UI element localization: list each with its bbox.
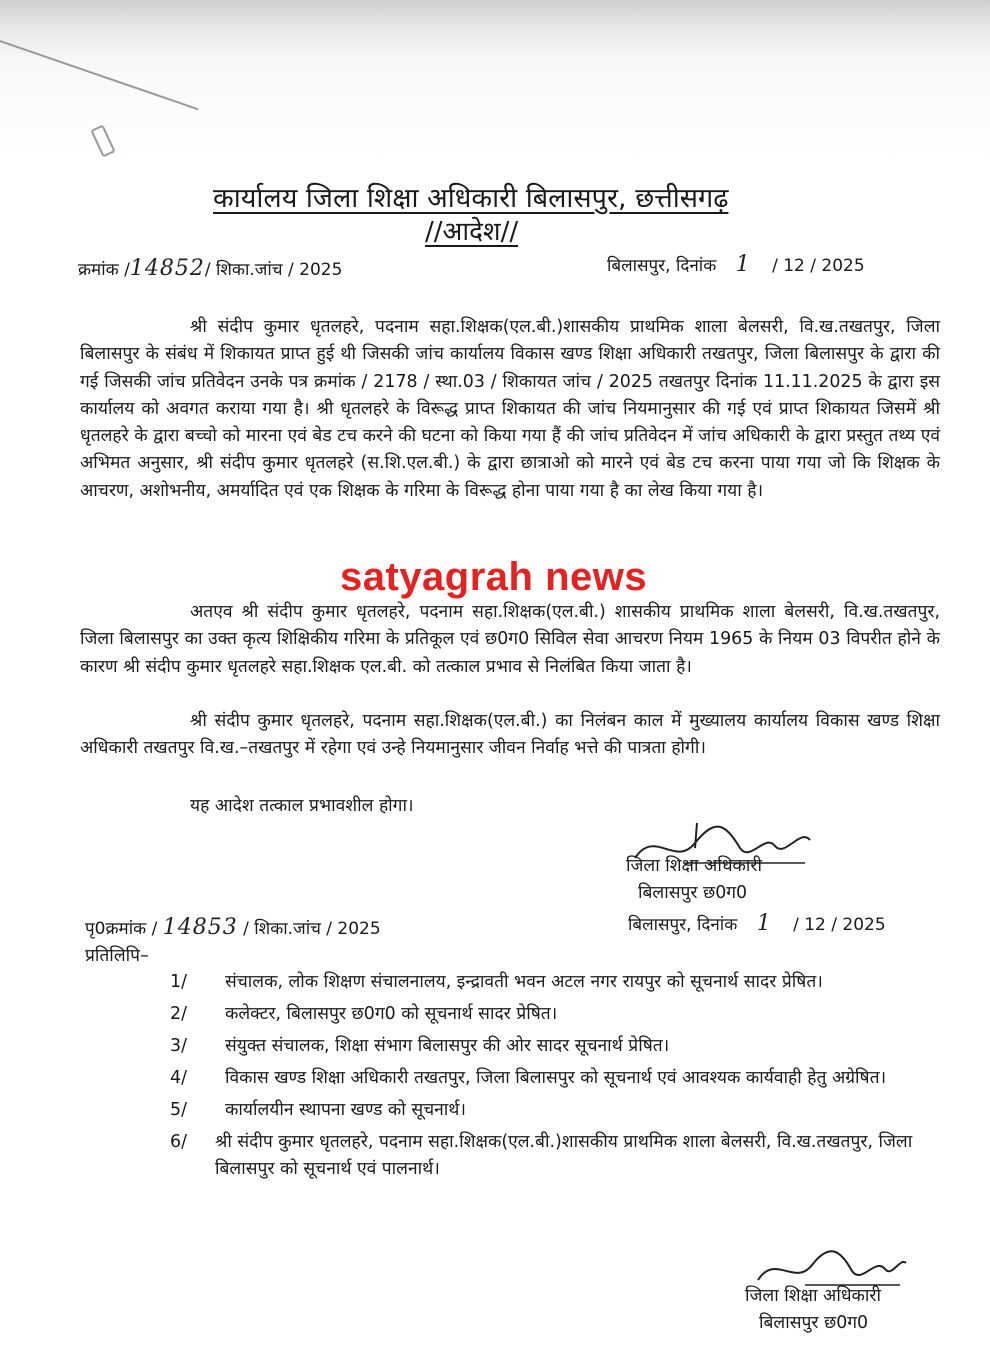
signature-2-office: बिलासपुर छ0ग0 <box>759 1313 869 1333</box>
endorsement-date: बिलासपुर, दिनांक 1 / 12 / 2025 <box>628 911 886 936</box>
reference-number: क्रमांक /14852/ शिका.जांच / 2025 <box>78 256 343 281</box>
watermark: satyagrah news <box>340 555 648 599</box>
signature-1-office: बिलासपुर छ0ग0 <box>638 883 748 903</box>
copy-label: प्रतिलिपि– <box>85 946 149 966</box>
staple-icon <box>90 124 115 157</box>
paper-fold-shadow <box>0 0 990 60</box>
list-item: 4/ विकास खण्ड शिक्षा अधिकारी तखतपुर, जिला बिलासपुर को सूचनार्थ एवं आवश्यक कार्यवाही हेतु अग्रेषित। <box>170 1068 887 1088</box>
signature-2-designation: जिला शिक्षा अधिकारी <box>745 1286 882 1306</box>
signature-1-designation: जिला शिक्षा अधिकारी <box>626 856 763 876</box>
reference-suffix: शिका.जांच / 2025 <box>215 260 343 280</box>
list-item: 2/ कलेक्टर, बिलासपुर छ0ग0 को सूचनार्थ सादर प्रेषित। <box>170 1004 558 1024</box>
signature-block-2 <box>745 1283 881 1337</box>
reference-date-label: बिलासपुर, दिनांक <box>607 256 717 276</box>
order-paragraph-2: अतएव श्री संदीप कुमार धृतलहरे, पदनाम सहा.शिक्षक(एल.बी.) शासकीय प्राथमिक शाला बेलसरी, वि.ख.तखतपुर, जिला बिलासपुर का उक्त कृत्य शिक्षिकीय गरिमा के प्रतिकूल एवं छ0ग0 सिविल सेवा आचरण नियम 1965 के नियम 03 विपरीत होने के कारण श्री संदीप कुमार धृतलहरे सहा.शिक्षक एल.बी. को तत्काल प्रभाव से निलंबित किया जाता है। <box>80 602 940 677</box>
order-paragraph-1: श्री संदीप कुमार धृतलहरे, पदनाम सहा.शिक्षक(एल.बी.)शासकीय प्राथमिक शाला बेलसरी, वि.ख.तखतपुर, जिला बिलासपुर के संबंध में शिकायत प्राप्त हुई थी जिसकी जांच कार्यालय विकास खण्ड शिक्षा अधिकारी तखतपुर, जिला बिलासपुर के द्वारा की गई जिसकी जांच प्रतिवेदन उनके पत्र क्रमांक / 2178 / स्था.03 / शिकायत जांच / 2025 तखतपुर दिनांक 11.11.2025 के द्वारा इस कार्यालय को अवगत कराया गया है। श्री धृतलहरे के विरूद्ध प्राप्त शिकायत की जांच नियमानुसार की गई एवं प्राप्त शिकायत जिसमें श्री धृतलहरे के द्वारा बच्चो को मारना एवं बेड टच करने की घटना को किया गया हैं की जांच प्रतिवेदन में जांच अधिकारी के द्वारा प्रस्तुत तथ्य एवं अभिमत अनुसार, श्री संदीप कुमार धृतलहरे (स.शि.एल.बी.) के द्वारा छात्राओ को मारने एवं बेड टच करना पाया गया जो कि शिक्षक के आचरण, अशोभनीय, अमर्यादित एवं एक शिक्षक के गरिमा के विरूद्ध होना पाया गया है का लेख किया गया है। <box>80 317 940 501</box>
endorsement-handwritten-number: 14853 <box>162 915 238 940</box>
signature-block-1 <box>626 853 762 907</box>
reference-handwritten-number: 14852 <box>129 256 205 281</box>
endorsement-label: पृ0क्रमांक <box>85 919 147 939</box>
reference-date: बिलासपुर, दिनांक 1 / 12 / 2025 <box>607 252 865 277</box>
list-item: 3/ संयुक्त संचालक, शिक्षा संभाग बिलासपुर की ओर सादर सूचनार्थ प्रेषित। <box>170 1036 670 1056</box>
reference-handwritten-day: 1 <box>735 252 751 277</box>
reference-label: क्रमांक <box>78 260 119 280</box>
list-item: 1/ संचालक, लोक शिक्षण संचालनालय, इन्द्रावती भवन अटल नगर रायपुर को सूचनार्थ सादर प्रेषित। <box>170 972 823 992</box>
endorsement-month-year: 12 / 2025 <box>804 915 886 935</box>
office-title: कार्यालय जिला शिक्षा अधिकारी बिलासपुर, छत्तीसगढ़ <box>213 183 729 214</box>
list-item: 6/ श्री संदीप कुमार धृतलहरे, पदनाम सहा.शिक्षक(एल.बी.)शासकीय प्राथमिक शाला बेलसरी, वि.ख.तखतपुर, जिला बिलासपुर को सूचनार्थ एवं पालनार्थ। <box>170 1132 913 1179</box>
endorsement-number: पृ0क्रमांक / 14853 / शिका.जांच / 2025 <box>85 915 381 940</box>
endorsement-date-label: बिलासपुर, दिनांक <box>628 915 738 935</box>
order-paragraph-3: श्री संदीप कुमार धृतलहरे, पदनाम सहा.शिक्षक(एल.बी.) का निलंबन काल में मुख्यालय कार्यालय विकास खण्ड शिक्षा अधिकारी तखतपुर वि.ख.–तखतपुर में रहेगा एवं उन्हे नियमानुसार जीवन निर्वाह भत्ते की पात्रता होगी। <box>80 711 940 759</box>
order-title: //आदेश// <box>425 217 519 247</box>
endorsement-suffix: शिका.जांच / 2025 <box>254 919 381 939</box>
list-item: 5/ कार्यालयीन स्थापना खण्ड को सूचनार्थ। <box>170 1100 466 1120</box>
copy-list <box>170 969 950 1188</box>
order-paragraph-4: यह आदेश तत्काल प्रभावशील होगा। <box>190 796 414 816</box>
reference-month-year: 12 / 2025 <box>783 256 865 276</box>
endorsement-handwritten-day: 1 <box>756 911 772 936</box>
